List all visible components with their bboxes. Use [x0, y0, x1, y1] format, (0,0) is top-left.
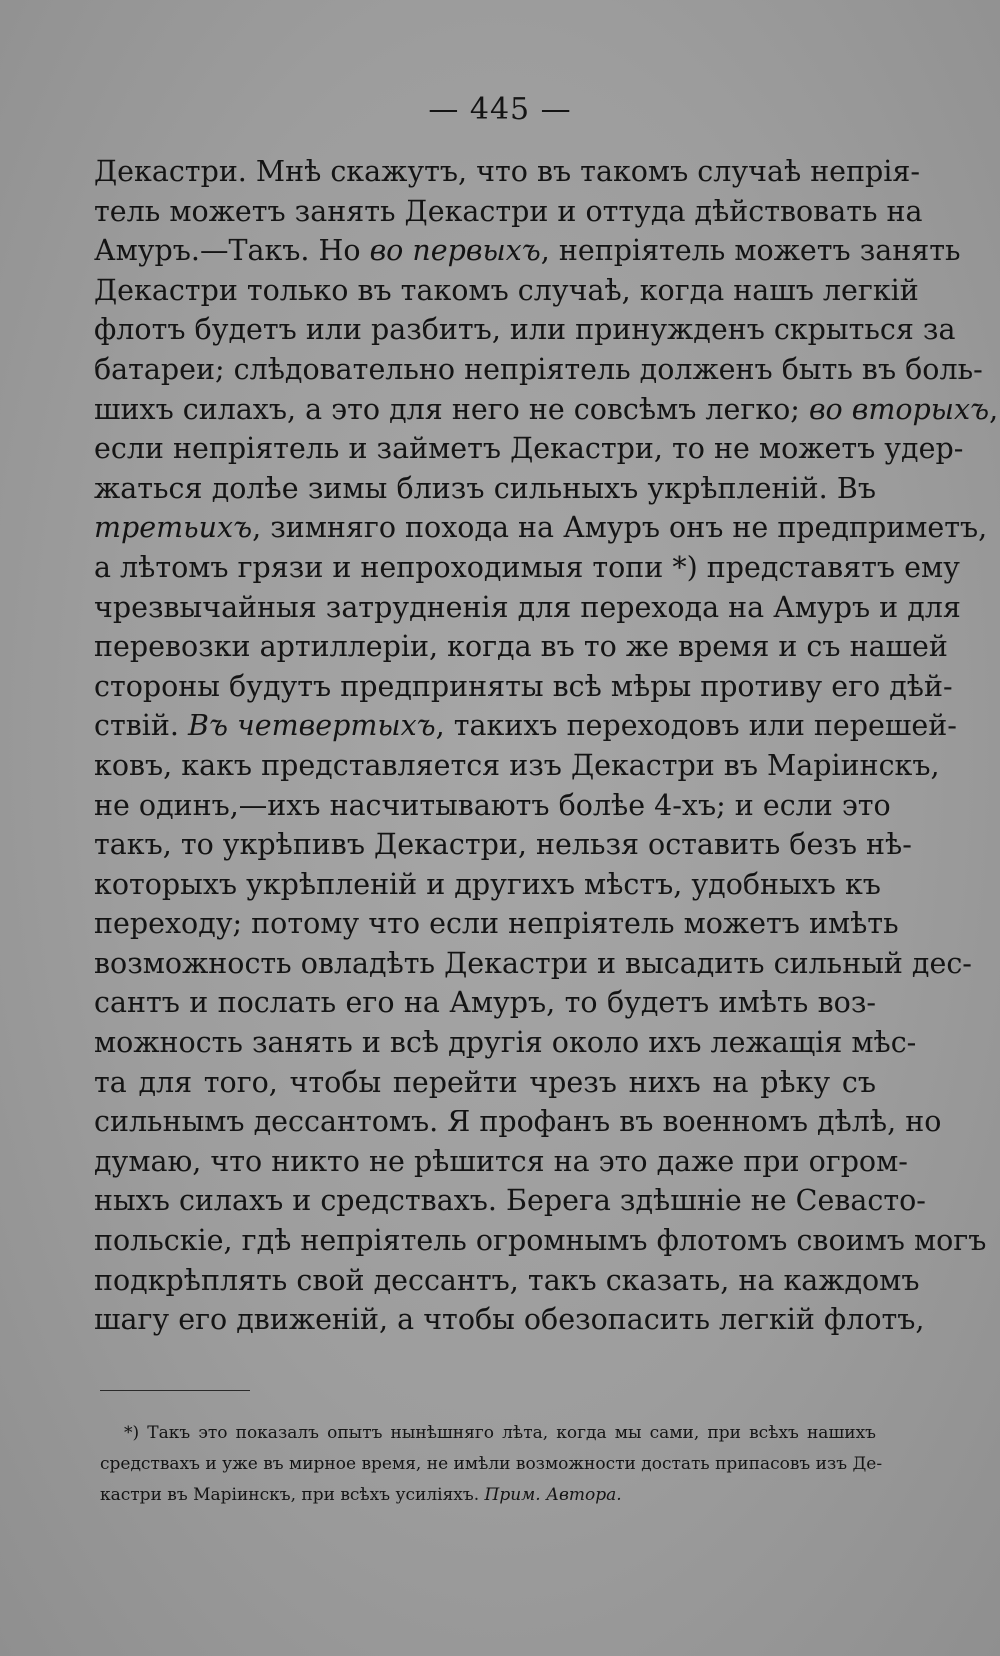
text-segment: , такихъ переходовъ или перешей-	[435, 709, 957, 743]
footnote-line	[100, 1480, 876, 1511]
text-line: шагу его движеній, а чтобы обезопасить легкій флотъ,	[94, 1303, 925, 1337]
text-line: тель можетъ занять Декастри и оттуда дѣйствовать на	[94, 194, 923, 228]
text-segment: , зимняго похода на Амуръ онъ не предприметъ,	[252, 511, 988, 545]
italic-emphasis: третьихъ	[94, 511, 253, 545]
italic-emphasis: во вторыхъ	[808, 392, 990, 426]
text-line: такъ, то укрѣпивъ Декастри, нельзя оставить безъ нѣ-	[94, 828, 912, 862]
text-line: сантъ и послать его на Амуръ, то будетъ имѣть воз-	[94, 986, 876, 1020]
text-line: думаю, что никто не рѣшится на это даже при огром-	[94, 1144, 908, 1178]
text-line: флотъ будетъ или разбитъ, или принужденъ скрыться за	[94, 313, 956, 347]
footnote-line: средствахъ и уже въ мирное время, не имѣли возможности достать припасовъ изъ Де-	[100, 1454, 883, 1474]
text-segment: шихъ силахъ, а это для него не совсѣмъ легко;	[94, 392, 809, 426]
footnote	[100, 1418, 883, 1511]
page-number: — 445 —	[428, 92, 572, 127]
text-line: переходу; потому что если непріятель можетъ имѣть	[94, 907, 899, 941]
text-line: подкрѣплять свой дессантъ, такъ сказать, на каждомъ	[94, 1263, 920, 1297]
main-text	[94, 152, 999, 1340]
italic-emphasis: во первыхъ	[369, 234, 541, 268]
text-line: ковъ, какъ представляется изъ Декастри въ Маріинскъ,	[94, 748, 940, 782]
text-line	[94, 390, 999, 430]
text-line	[94, 231, 961, 271]
text-segment: ,	[989, 392, 999, 426]
footnote-text: кастри въ Маріинскъ, при всѣхъ усиліяхъ.	[100, 1485, 485, 1505]
text-line: перевозки артиллеріи, когда въ то же время и съ нашей	[94, 630, 948, 664]
text-line: Декастри только въ такомъ случаѣ, когда нашъ легкій	[94, 273, 919, 307]
text-line: польскіе, гдѣ непріятель огромнымъ флотомъ своимъ могъ	[94, 1224, 987, 1258]
text-line: Декастри. Мнѣ скажутъ, что въ такомъ случаѣ непрія-	[94, 155, 921, 188]
text-line: ныхъ силахъ и средствахъ. Берега здѣшніе не Севасто-	[94, 1184, 926, 1218]
text-line: жаться долѣе зимы близъ сильныхъ укрѣпленій. Въ	[94, 471, 876, 505]
italic-emphasis: Въ четвертыхъ	[188, 709, 436, 743]
text-line	[94, 508, 988, 548]
text-line: не одинъ,—ихъ насчитываютъ болѣе 4-хъ; и если это	[94, 788, 891, 822]
author-note: Прим. Автора.	[484, 1485, 622, 1505]
text-segment: Амуръ.—Такъ. Но	[94, 234, 370, 268]
text-line: а лѣтомъ грязи и непроходимыя топи *) представятъ ему	[94, 550, 960, 584]
text-line: стороны будутъ предприняты всѣ мѣры противу его дѣй-	[94, 669, 953, 703]
text-line	[94, 706, 957, 746]
text-segment: , непріятель можетъ занять	[540, 234, 961, 268]
text-line: батареи; слѣдовательно непріятель долженъ быть въ боль-	[94, 352, 983, 386]
text-line: если непріятель и займетъ Декастри, то не можетъ удер-	[94, 432, 964, 466]
text-line: можность занять и всѣ другія около ихъ лежащія мѣс-	[94, 1026, 917, 1060]
footnote-divider	[100, 1390, 250, 1391]
text-segment: ствій.	[94, 709, 189, 743]
text-line: чрезвычайныя затрудненія для перехода на Амуръ и для	[94, 590, 961, 624]
text-line: которыхъ укрѣпленій и другихъ мѣстъ, удобныхъ къ	[94, 867, 881, 901]
text-line: сильнымъ дессантомъ. Я профанъ въ военномъ дѣлѣ, но	[94, 1105, 942, 1139]
footnote-line: *) Такъ это показалъ опытъ нынѣшняго лѣта, когда мы сами, при всѣхъ нашихъ	[124, 1423, 876, 1443]
text-line: та для того, чтобы перейти чрезъ нихъ на рѣку съ	[94, 1065, 876, 1099]
text-line: возможность овладѣть Декастри и высадить сильный дес-	[94, 946, 972, 980]
